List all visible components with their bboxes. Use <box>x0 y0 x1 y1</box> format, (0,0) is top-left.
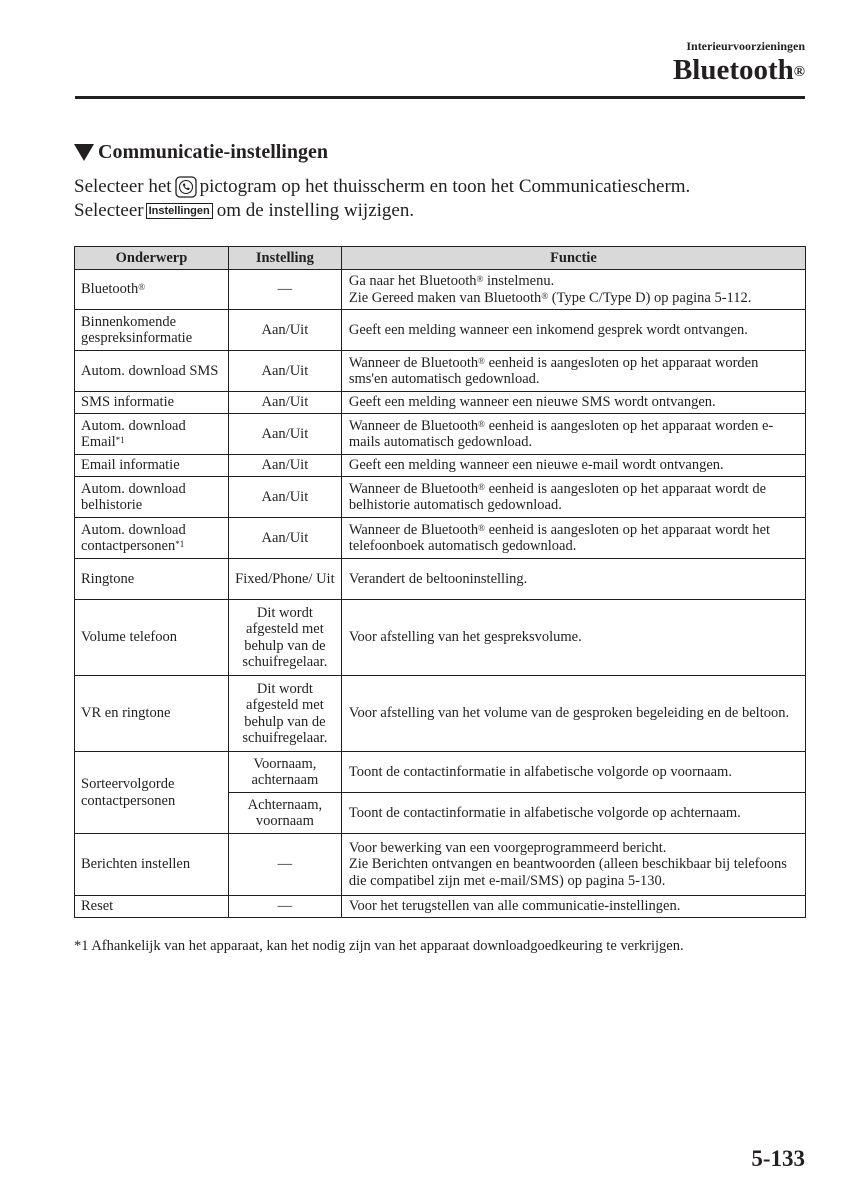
cell-subject: Autom. download Email$^{*1}$ <box>75 414 229 455</box>
cell-function: Voor bewerking van een voorgeprogrammeerd bericht. Zie Berichten ontvangen en beantwoorden (alleen beschikbaar bij telefoons die compatibel zijn met e-mail/SMS) op pagina 5-130. <box>341 834 805 896</box>
cell-function: Wanneer de Bluetooth® eenheid is aangesloten op het apparaat worden sms'en automatisch gedownload. <box>341 351 805 392</box>
registered-mark: ® <box>793 64 805 80</box>
header-title <box>673 52 805 88</box>
cell-setting: Fixed/Phone/ Uit <box>228 559 341 600</box>
cell-setting: — <box>228 896 341 918</box>
cell-function: Toont de contactinformatie in alfabetische volgorde op voornaam. <box>341 752 805 793</box>
cell-subject: Autom. download belhistorie <box>75 477 229 518</box>
intro-line-1-after: pictogram op het thuisscherm en toon het Communicatiescherm. <box>199 176 691 197</box>
cell-function: Voor het terugstellen van alle communicatie-instellingen. <box>341 896 805 918</box>
header-cell-function: Functie <box>341 247 805 270</box>
intro-text <box>74 175 690 223</box>
cell-subject: Bluetooth® <box>75 270 229 310</box>
table-row <box>75 834 806 896</box>
triangle-down-icon <box>74 144 94 161</box>
cell-subject: Autom. download SMS <box>75 351 229 392</box>
table-row <box>75 752 806 793</box>
header-section-name: Interieurvoorzieningen <box>686 39 805 53</box>
page-number: 5-133 <box>751 1146 805 1171</box>
cell-setting: — <box>228 834 341 896</box>
cell-subject: Sorteervolgorde contactpersonen <box>75 752 229 834</box>
cell-subject: SMS informatie <box>75 392 229 414</box>
cell-setting: Dit wordt afgesteld met behulp van de schuifregelaar. <box>228 600 341 676</box>
cell-function: Ga naar het Bluetooth® instelmenu. Zie Gereed maken van Bluetooth® (Type C/Type D) op pagina 5-112. <box>341 270 805 310</box>
cell-function: Wanneer de Bluetooth® eenheid is aangesloten op het apparaat worden e-mails automatisch gedownload. <box>341 414 805 455</box>
table-row <box>75 518 806 559</box>
table-body <box>75 270 806 918</box>
cell-function: Verandert de beltooninstelling. <box>341 559 805 600</box>
table-row <box>75 477 806 518</box>
cell-setting: Aan/Uit <box>228 455 341 477</box>
table-row <box>75 310 806 351</box>
cell-subject: Reset <box>75 896 229 918</box>
settings-table <box>74 246 806 918</box>
intro-line-2-before: Selecteer <box>74 200 144 221</box>
cell-function: Wanneer de Bluetooth® eenheid is aangesloten op het apparaat wordt de belhistorie automatisch gedownload. <box>341 477 805 518</box>
table-row <box>75 270 806 310</box>
cell-setting: Achternaam, voornaam <box>228 793 341 834</box>
cell-setting: Aan/Uit <box>228 477 341 518</box>
cell-function: Voor afstelling van het gespreksvolume. <box>341 600 805 676</box>
table-header-row <box>75 247 806 270</box>
cell-setting: Aan/Uit <box>228 414 341 455</box>
footnote: *1 Afhankelijk van het apparaat, kan het nodig zijn van het apparaat downloadgoedkeuring te verkrijgen. <box>74 938 684 954</box>
intro-line-2-after: om de instelling wijzigen. <box>216 200 415 221</box>
cell-function: Geeft een melding wanneer een nieuwe SMS wordt ontvangen. <box>341 392 805 414</box>
table-row <box>75 896 806 918</box>
table-row <box>75 392 806 414</box>
cell-subject: Ringtone <box>75 559 229 600</box>
cell-subject: Binnenkomende gespreksinformatie <box>75 310 229 351</box>
header-title-text: Bluetooth <box>672 54 794 86</box>
table-row <box>75 600 806 676</box>
cell-setting: Aan/Uit <box>228 518 341 559</box>
intro-line-1 <box>74 175 690 199</box>
intro-line-2 <box>74 199 690 223</box>
cell-subject: VR en ringtone <box>75 676 229 752</box>
cell-function: Voor afstelling van het volume van de gesproken begeleiding en de beltoon. <box>341 676 805 752</box>
cell-setting: — <box>228 270 341 310</box>
cell-setting: Aan/Uit <box>228 392 341 414</box>
table-row <box>75 455 806 477</box>
cell-setting: Voornaam, achternaam <box>228 752 341 793</box>
cell-function: Geeft een melding wanneer een nieuwe e-mail wordt ontvangen. <box>341 455 805 477</box>
table-row <box>75 676 806 752</box>
table-row <box>75 559 806 600</box>
section-heading-text: Communicatie-instellingen <box>98 141 328 163</box>
intro-line-1-before: Selecteer het <box>74 176 172 197</box>
cell-setting: Aan/Uit <box>228 310 341 351</box>
header-cell-subject: Onderwerp <box>75 247 229 270</box>
cell-subject: Autom. download contactpersonen$^{*1}$ <box>75 518 229 559</box>
table-row <box>75 351 806 392</box>
cell-subject: Berichten instellen <box>75 834 229 896</box>
section-heading <box>74 141 328 164</box>
cell-setting: Dit wordt afgesteld met behulp van de schuifregelaar. <box>228 676 341 752</box>
cell-subject: Email informatie <box>75 455 229 477</box>
cell-function: Wanneer de Bluetooth® eenheid is aangesloten op het apparaat wordt het telefoonboek automatisch gedownload. <box>341 518 805 559</box>
header-rule <box>75 96 805 99</box>
table-row <box>75 414 806 455</box>
cell-subject: Volume telefoon <box>75 600 229 676</box>
instellingen-button-graphic: Instellingen <box>146 203 213 219</box>
cell-setting: Aan/Uit <box>228 351 341 392</box>
phone-icon <box>175 176 197 198</box>
header-cell-setting: Instelling <box>228 247 341 270</box>
cell-function: Geeft een melding wanneer een inkomend gesprek wordt ontvangen. <box>341 310 805 351</box>
cell-function: Toont de contactinformatie in alfabetische volgorde op achternaam. <box>341 793 805 834</box>
